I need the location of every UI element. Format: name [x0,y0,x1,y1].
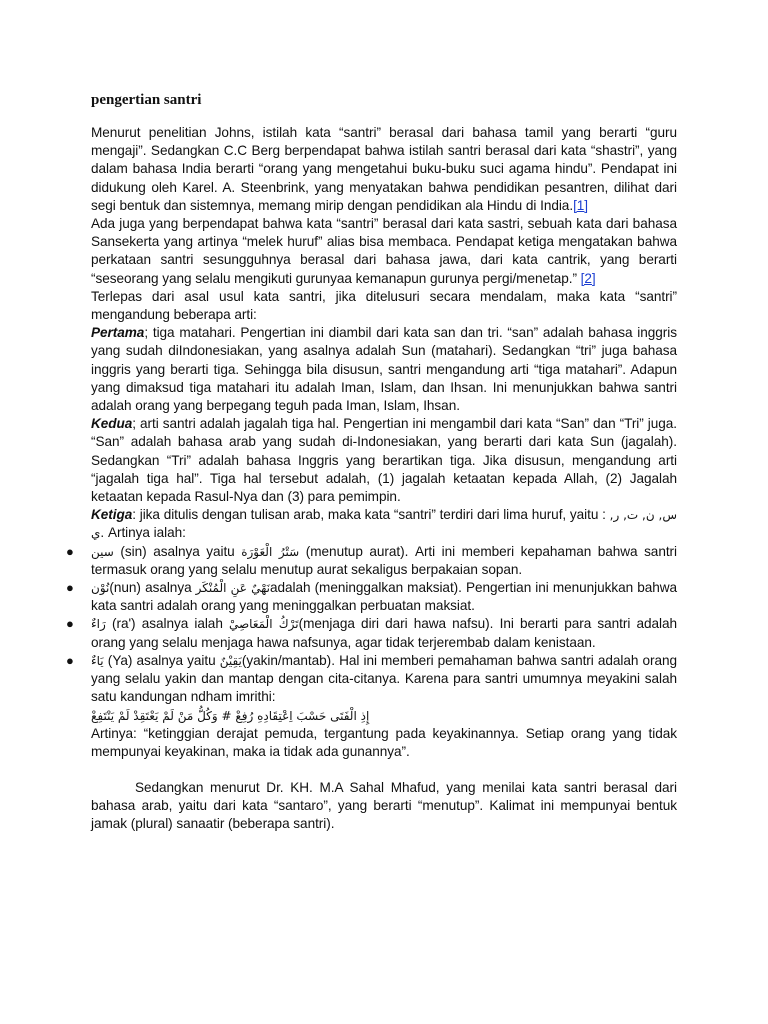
arabic-phrase: نَهْيٌ عَنِ الْمُنْكَر [195,581,270,596]
item-text: (menjaga diri dari hawa nafsu). Ini berarti para santri adalah orang yang selalu menjaga hawa nafsunya, agar tidak terjerembab dalam kenistaan. [91,616,677,650]
document-body [66,124,678,834]
bullet-list [66,543,678,707]
list-item [66,652,677,707]
paragraph-spacer [91,761,677,779]
paragraph-kedua [91,415,677,506]
item-text: (nun) asalnya [109,580,196,596]
paragraph-text: ; tiga matahari. Pengertian ini diambil dari kata san dan tri. “san” adalah bahasa inggris yang sudah diIndonesiakan, yang asalnya adalah Sun (matahari). Sedangkan “tri” juga bahasa inggris yang berarti tiga. Sehingga bila disusun, santri mengandung arti “tiga matahari”. Adapun yang dimaksud tiga matahari itu adalah Iman, Islam, dan Ihsan. Ini menunjukkan bahwa santri adalah orang yang berpegang teguh pada Iman, Islam, Ihsan. [91,325,677,414]
arabic-word: نُوْن [91,581,110,596]
arabic-phrase: تَرْكُ الْمَعَاصِيْ [228,617,299,632]
arabic-word: يَاءٌ [91,653,104,668]
paragraph-text: Ada juga yang berpendapat bahwa kata “santri” berasal dari kata sastri, sebuah kata dari bahasa Sansekerta yang artinya “melek huruf” alias bisa membaca. Pendapat ketiga mengatakan bahwa perkataan santri sesungguhnya berasal dari bahasa jawa, dari kata cantrik, yang berarti “seseorang yang selalu mengikuti gurunyaa kemanapun gurunya pergi/menetap.” [91,216,677,286]
paragraph-text: . Artinya ialah: [100,525,186,541]
bullet-icon: ● [66,543,74,559]
arabic-letters: س, ن, ت, ر, ي [91,508,677,541]
list-item [66,615,677,651]
bullet-icon: ● [66,580,74,596]
item-text: (sin) asalnya yaitu [113,543,242,559]
footnote-link-1[interactable]: [1] [573,197,589,213]
item-text: adalah (meninggalkan maksiat). Pengertian ini menunjukkan bahwa kata santri adalah orang yang meninggalkan perbuatan maksiat. [91,580,678,614]
paragraph-sastri [91,215,677,288]
list-item [66,543,678,579]
paragraph-pertama [91,324,677,415]
arabic-word: سين [91,544,114,559]
paragraph-meaning-intro: Terlepas dari asal usul kata santri, jika ditelusuri secara mendalam, maka kata “santri” mengandung beberapa arti: [91,288,677,323]
arabic-phrase: يَقِيْنٌ [219,653,242,668]
arabic-verse: إِذِ الْفَتَى حَسْبَ اِعْتِقَادِهِ رُفِعْ # وَكُلُّ مَنْ لَمْ يَعْتَقِدْ لَمْ يَنْتَفِعْ [91,708,370,723]
verse-meaning: Artinya: “ketinggian derajat pemuda, tergantung pada keyakinannya. Setiap orang yang tidak mempunyai keyakinan, maka ia tidak ada gunannya”. [91,725,677,759]
item-text: (menutup aurat). Arti ini memberi kepahaman bahwa santri termasuk orang yang selalu menutup aurat sekaligus berpakaian sopan. [91,543,678,577]
lead-kedua: Kedua [91,416,133,432]
item-text: (Ya) asalnya yaitu [103,652,220,668]
paragraph-johns [91,124,677,215]
footnote-link-2[interactable]: [2] [580,270,596,286]
lead-pertama: Pertama [91,325,145,341]
paragraph-sahal-mahfud: Sedangkan menurut Dr. KH. M.A Sahal Mhafud, yang menilai kata santri berasal dari bahasa arab, yaitu dari kata “santaro”, yang berarti “menutup”. Kalimat ini mempunyai bentuk jamak (plural) sanaatir (beberapa santri). [91,779,677,832]
paragraph-text: : jika ditulis dengan tulisan arab, maka kata “santri” terdiri dari lima huruf, yaitu : [132,507,606,523]
arabic-word: رَاءٌ [91,617,106,632]
bullet-icon: ● [66,652,74,668]
paragraph-ketiga [91,506,677,542]
paragraph-text: ; arti santri adalah jagalah tiga hal. Pengertian ini mengambil dari kata “San” dan “Tri” juga. “San” adalah bahasa arab yang sudah di-Indonesiakan, yang berarti dari kata Sun (jagalah). Sedangkan “Tri” adalah bahasa Inggris yang berartikan tiga. Jika disusun, mengandung arti “jagalah tiga hal”. Tiga hal tersebut adalah, (1) jagalah ketaatan kepada Allah, (2) Jagalah ketaatan kepada Rasul-Nya dan (3) para pemimpin. [91,416,677,505]
item-text: (yakin/mantab). Hal ini memberi pemahaman bahwa santri adalah orang yang selalu yakin dan mantap dengan cita-citanya. Karena para santri umumnya meyakini salah satu kandungan ndham imrithi: [91,652,677,705]
item-text: (ra') asalnya ialah [105,616,229,632]
page-title: pengertian santri [91,92,202,108]
list-item [66,579,678,615]
arabic-phrase: سَتْرُ الْعَوْرَة [241,544,300,559]
lead-ketiga: Ketiga [91,507,133,523]
paragraph-text: Menurut penelitian Johns, istilah kata “santri” berasal dari bahasa tamil yang berarti “guru mengaji”. Sedangkan C.C Berg berpendapat bahwa istilah santri berasal dari kata “shastri”, yang dalam bahasa India berarti “orang yang mengetahui buku-buku suci agama hindu”. Pendapat ini didukung oleh Karel. A. Steenbrink, yang menyatakan bahwa pendidikan pesantren, dilihat dari segi bentuk dan sistemnya, memang mirip dengan pendidikan ala Hindu di India. [91,125,677,213]
bullet-icon: ● [66,616,74,632]
